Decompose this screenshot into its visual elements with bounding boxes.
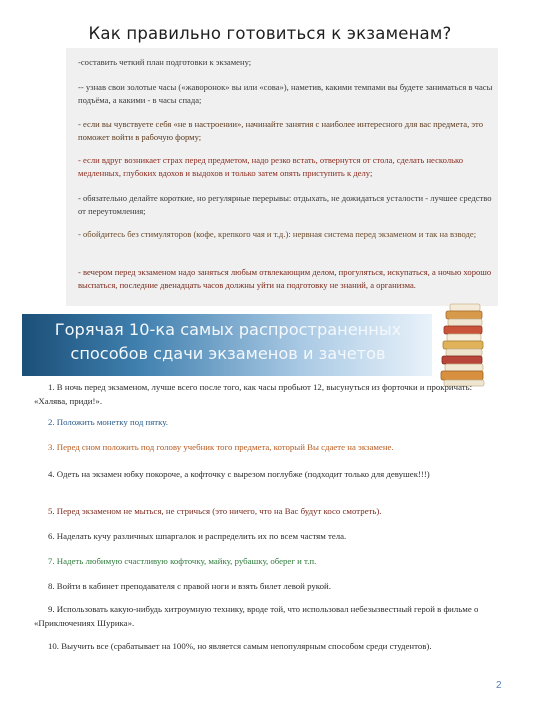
list-item: 9. Использовать какую-нибудь хитроумную технику, вроде той, что использовал небезызвестный герой в фильме о «Приключениях Шурика». xyxy=(34,604,479,628)
section-title: Горячая 10-ка самых распространенных способов сдачи экзаменов и зачетов xyxy=(54,320,402,363)
tip-item: - обязательно делайте короткие, но регулярные перерывы: отдыхать, не дожидаться усталости - лучшее средство от переутомления; xyxy=(78,193,492,216)
list-item: 7. Надеть любимую счастливую кофточку, майку, рубашку, оберег и т.п. xyxy=(48,556,317,566)
tip-item: -составить четкий план подготовки к экзамену; xyxy=(78,57,252,67)
tip-item: - обойдитесь без стимуляторов (кофе, крепкого чая и т.д.): нервная система перед экзаменом и так на взводе; xyxy=(78,229,477,239)
list-item: 1. В ночь перед экзаменом, лучше всего после того, как часы пробьют 12, высунуться из форточки и прокричать: «Халява, приди!». xyxy=(34,382,473,406)
list-item: 6. Наделать кучу различных шпаргалок и распределить их по всем частям тела. xyxy=(48,531,347,541)
tip-item: - если вы чувствуете себя «не в настроении», начинайте занятия с наиболее интересного для вас предмета, это поможет войти в рабочую форму; xyxy=(78,119,483,142)
banner-divider xyxy=(22,376,432,378)
tip-item: -- узнав свои золотые часы («жаворонок» вы или «сова»), наметив, какими темпами вы будете заниматься в часы подъёма, а какими - в часы спада; xyxy=(78,82,493,105)
list-item: 10. Выучить все (срабатывает на 100%, но является самым непопулярным способом среди студентов). xyxy=(48,641,432,651)
page-title: Как правильно готовиться к экзаменам? xyxy=(88,24,452,43)
tip-item: - вечером перед экзаменом надо заняться любым отвлекающим делом, прогуляться, искупаться, а ночью хорошо выспаться, последние двенадцать часов должны уйти на подготовку не знаний, а организма. xyxy=(78,267,492,290)
list-item: 8. Войти в кабинет преподавателя с правой ноги и взять билет левой рукой. xyxy=(48,581,331,591)
tip-item: - если вдруг возникает страх перед предметом, надо резко встать, отвернутся от стола, сделать несколько медленных, глубоких вдохов и выдохов и только затем опять приступить к делу; xyxy=(78,155,464,178)
book-stack-icon xyxy=(428,300,498,388)
list-item: 2. Положить монетку под пятку. xyxy=(48,417,169,427)
list-item: 3. Перед сном положить под голову учебник того предмета, который Вы сдаете на экзамене. xyxy=(48,442,394,452)
page-number: 2 xyxy=(496,680,502,691)
list-item: 5. Перед экзаменом не мыться, не стричься (это ничего, что на Вас будут косо смотреть). xyxy=(48,506,382,516)
list-item: 4. Одеть на экзамен юбку покороче, а кофточку с вырезом поглубже (подходит только для девушек!!!) xyxy=(48,469,430,479)
